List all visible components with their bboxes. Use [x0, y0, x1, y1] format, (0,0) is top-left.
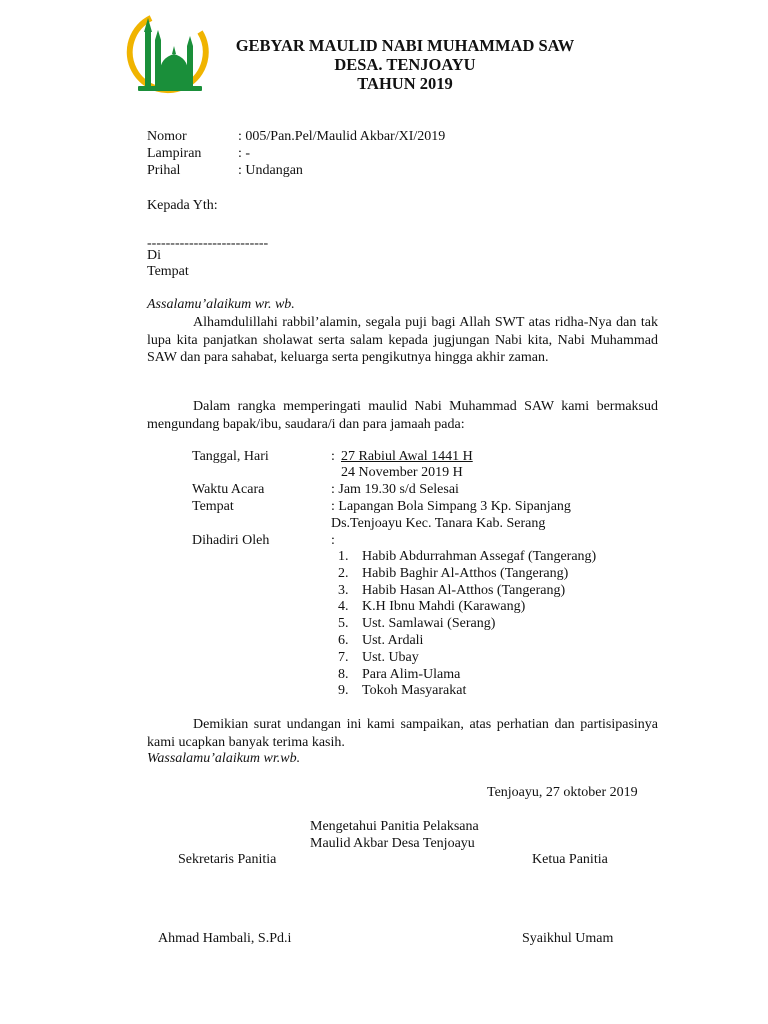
mengetahui-line2: Maulid Akbar Desa Tenjoayu — [310, 836, 475, 851]
tempat-value: : Lapangan Bola Simpang 3 Kp. Sipanjang — [331, 499, 571, 514]
guest-number: 3. — [338, 583, 349, 598]
guest-name: Ust. Ubay — [362, 650, 419, 665]
recipient-di: Di — [147, 248, 161, 263]
tempat-label: Tempat — [192, 499, 234, 514]
closing-salam: Wassalamu’alaikum wr.wb. — [147, 751, 301, 766]
guest-name: Ust. Ardali — [362, 633, 424, 648]
tanggal-colon: : — [331, 449, 335, 464]
waktu-label: Waktu Acara — [192, 482, 265, 497]
dihadiri-label: Dihadiri Oleh — [192, 533, 270, 548]
closing-paragraph: Demikian surat undangan ini kami sampaikan, atas perhatian dan partisipasinya kami ucapkan banyak terima kasih. — [147, 717, 658, 750]
sekretaris-title: Sekretaris Panitia — [178, 852, 277, 867]
dihadiri-colon: : — [331, 533, 335, 548]
ketua-name: Syaikhul Umam — [522, 931, 614, 946]
prihal-value: : Undangan — [238, 163, 303, 178]
tanggal-hijri: 27 Rabiul Awal 1441 H — [341, 449, 473, 464]
mengetahui-line1: Mengetahui Panitia Pelaksana — [310, 819, 479, 834]
nomor-value: : 005/Pan.Pel/Maulid Akbar/XI/2019 — [238, 129, 446, 144]
letterhead-title: GEBYAR MAULID NABI MUHAMMAD SAW — [235, 36, 575, 55]
sekretaris-name: Ahmad Hambali, S.Pd.i — [158, 931, 292, 946]
guest-number: 1. — [338, 549, 349, 564]
guest-name: K.H Ibnu Mahdi (Karawang) — [362, 599, 526, 614]
tempat-value-line2: Ds.Tenjoayu Kec. Tanara Kab. Serang — [331, 516, 546, 531]
greeting: Assalamu’alaikum wr. wb. — [147, 297, 295, 312]
guest-number: 8. — [338, 667, 349, 682]
place-date: Tenjoayu, 27 oktober 2019 — [487, 785, 638, 800]
guest-name: Habib Hasan Al-Atthos (Tangerang) — [362, 583, 566, 598]
guest-number: 2. — [338, 566, 349, 581]
guest-name: Ust. Samlawai (Serang) — [362, 616, 496, 631]
guest-name: Para Alim-Ulama — [362, 667, 461, 682]
tanggal-masehi: 24 November 2019 H — [341, 465, 463, 480]
guest-number: 9. — [338, 683, 349, 698]
guest-number: 6. — [338, 633, 349, 648]
guest-name: Habib Baghir Al-Atthos (Tangerang) — [362, 566, 569, 581]
recipient-tempat: Tempat — [147, 264, 189, 279]
lampiran-label: Lampiran — [147, 146, 202, 161]
ketua-title: Ketua Panitia — [532, 852, 608, 867]
mosque-logo-icon — [124, 10, 214, 106]
nomor-label: Nomor — [147, 129, 187, 144]
guest-number: 5. — [338, 616, 349, 631]
letterhead-village: DESA. TENJOAYU — [334, 55, 476, 74]
guest-number: 7. — [338, 650, 349, 665]
lampiran-value: : - — [238, 146, 251, 161]
recipient-blank-line: -------------------------- — [147, 236, 269, 251]
letterhead-year: TAHUN 2019 — [357, 74, 453, 93]
guest-number: 4. — [338, 599, 349, 614]
guest-name: Tokoh Masyarakat — [362, 683, 467, 698]
kepada-yth: Kepada Yth: — [147, 198, 218, 213]
guest-name: Habib Abdurrahman Assegaf (Tangerang) — [362, 549, 597, 564]
prihal-label: Prihal — [147, 163, 181, 178]
opening-paragraph: Alhamdulillahi rabbil’alamin, segala puji bagi Allah SWT atas ridha-Nya dan tak lupa kita panjatkan sholawat serta salam kepada jugjungan Nabi kita, Nabi Muhammad SAW dan para sahabat, keluarga serta pengikutnya hingga akhir zaman. — [147, 315, 658, 365]
tanggal-label: Tanggal, Hari — [192, 449, 269, 464]
waktu-value: : Jam 19.30 s/d Selesai — [331, 482, 459, 497]
purpose-paragraph: Dalam rangka memperingati maulid Nabi Muhammad SAW kami bermaksud mengundang bapak/ibu, saudara/i dan para jamaah pada: — [147, 399, 658, 432]
